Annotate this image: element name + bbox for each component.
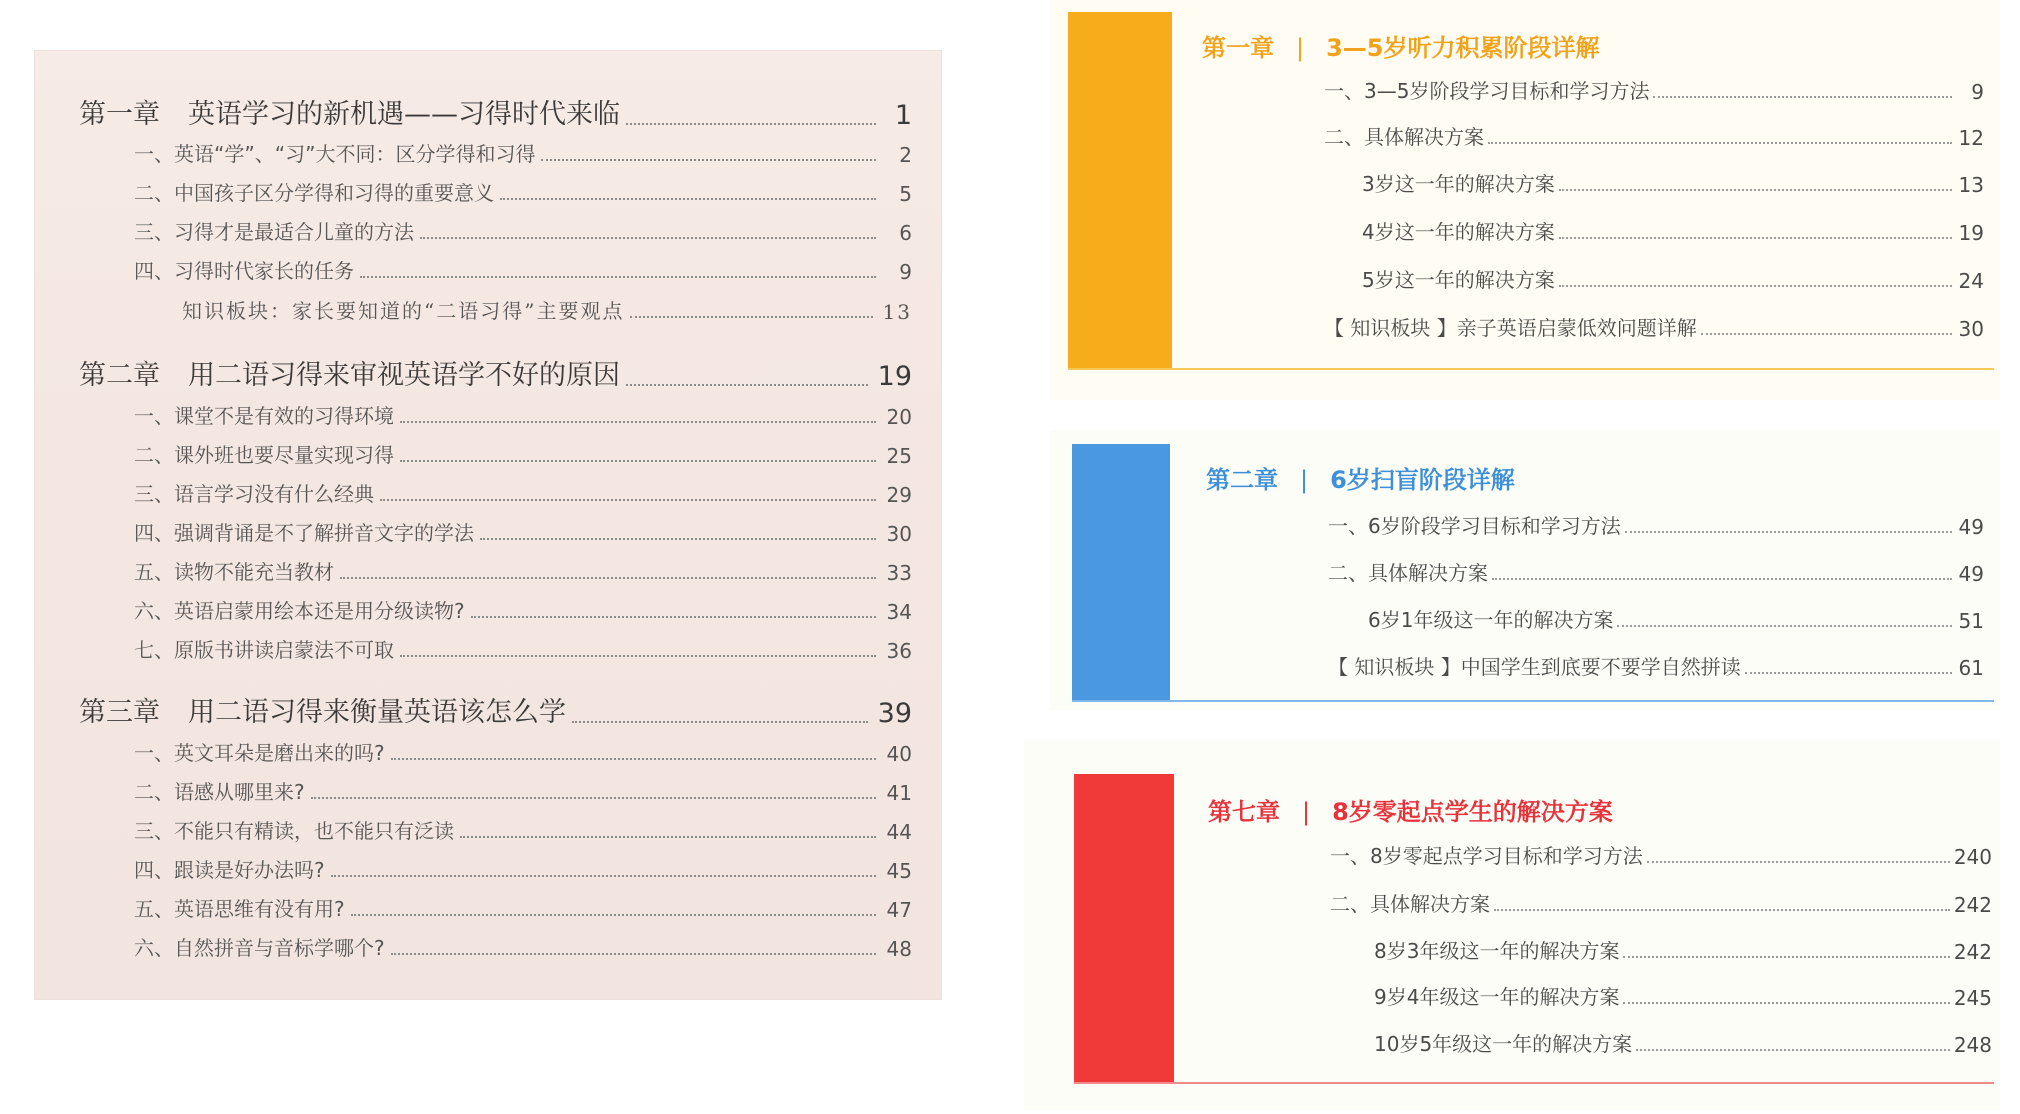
dot-leader: [626, 384, 868, 386]
page-number: 6: [899, 221, 912, 245]
dot-leader: [331, 875, 876, 877]
toc-knowledge-item[interactable]: 知识板块：家长要知道的“二语习得”主要观点 13: [182, 299, 912, 324]
toc-entry[interactable]: 4岁这一年的解决方案 19: [1362, 220, 1984, 245]
dot-leader: [1617, 625, 1952, 627]
toc-item[interactable]: 三、不能只有精读，也不能只有泛读 44: [134, 819, 912, 844]
color-band: [1074, 774, 1174, 1084]
chapter-number: 第一章: [1202, 34, 1274, 62]
dot-leader: [572, 721, 868, 723]
dot-leader: [500, 198, 876, 200]
dot-leader: [626, 123, 876, 125]
toc-item[interactable]: 四、强调背诵是不了解拼音文字的学法 30: [134, 521, 912, 546]
toc-item[interactable]: 二、中国孩子区分学得和习得的重要意义 5: [134, 181, 912, 206]
page-number: 13: [1958, 173, 1984, 197]
toc-entry[interactable]: 10岁5年级这一年的解决方案 248: [1374, 1032, 1992, 1057]
toc-item[interactable]: 二、语感从哪里来? 41: [134, 780, 912, 805]
page-number: 248: [1953, 1033, 1992, 1057]
page-number: 242: [1953, 893, 1992, 917]
color-band: [1072, 444, 1170, 702]
dot-leader: [400, 421, 876, 423]
page-number: 24: [1958, 269, 1984, 293]
dot-leader: [391, 953, 876, 955]
page-number: 36: [886, 639, 912, 663]
page-number: 9: [1971, 80, 1984, 104]
chapter-number: 第二章: [79, 360, 160, 391]
color-band: [1068, 12, 1172, 370]
toc-knowledge-entry[interactable]: 【 知识板块 】中国学生到底要不要学自然拼读 61: [1328, 655, 1984, 680]
page-number: 44: [886, 820, 912, 844]
separator: |: [1296, 34, 1305, 62]
dot-leader: [1494, 909, 1950, 911]
page-number: 9: [899, 260, 912, 284]
toc-item[interactable]: 一、英语“学”、“习”大不同：区分学得和习得 2: [134, 142, 912, 167]
page-number: 48: [886, 937, 912, 961]
page-number: 19: [877, 361, 912, 392]
dot-leader: [380, 499, 876, 501]
page-number: 29: [886, 483, 912, 507]
toc-item[interactable]: 四、跟读是好办法吗? 45: [134, 858, 912, 883]
dot-leader: [360, 276, 876, 278]
toc-chapter-1[interactable]: [79, 92, 912, 131]
divider-line: [1074, 1082, 1994, 1084]
chapter-title: 用二语习得来衡量英语该怎么学: [188, 697, 566, 728]
page-number: 1: [894, 100, 912, 131]
toc-item[interactable]: 一、英文耳朵是磨出来的吗? 40: [134, 741, 912, 766]
chapter-title: 英语学习的新机遇——习得时代来临: [188, 99, 620, 130]
dot-leader: [1636, 1049, 1950, 1051]
chapter-title: 用二语习得来审视英语学不好的原因: [188, 360, 620, 391]
chapter-number: 第二章: [1206, 466, 1278, 494]
dot-leader: [1623, 1002, 1949, 1004]
card-chapter-heading[interactable]: [1206, 460, 1515, 495]
toc-entry[interactable]: 一、3—5岁阶段学习目标和学习方法 9: [1324, 79, 1984, 104]
page-number: 49: [1958, 562, 1984, 586]
toc-entry[interactable]: 5岁这一年的解决方案 24: [1362, 268, 1984, 293]
dot-leader: [1623, 956, 1949, 958]
page-number: 19: [1958, 221, 1984, 245]
divider-line: [1072, 700, 1994, 702]
toc-entry[interactable]: 9岁4年级这一年的解决方案 245: [1374, 985, 1992, 1010]
page-number: 5: [899, 182, 912, 206]
separator: |: [1302, 798, 1311, 826]
card-chapter-heading[interactable]: [1208, 792, 1613, 827]
page-number: 61: [1958, 656, 1984, 680]
toc-entry[interactable]: 一、6岁阶段学习目标和学习方法 49: [1328, 514, 1984, 539]
page-number: 40: [886, 742, 912, 766]
page-number: 242: [1953, 940, 1992, 964]
toc-item[interactable]: 二、课外班也要尽量实现习得 25: [134, 443, 912, 468]
toc-item[interactable]: 四、习得时代家长的任务 9: [134, 259, 912, 284]
dot-leader: [420, 237, 876, 239]
chapter-number: 第三章: [79, 697, 160, 728]
toc-item[interactable]: 六、自然拼音与音标学哪个? 48: [134, 936, 912, 961]
page-number: 2: [899, 143, 912, 167]
dot-leader: [1647, 861, 1950, 863]
dot-leader: [1559, 189, 1952, 191]
dot-leader: [1745, 672, 1952, 674]
dot-leader: [1559, 285, 1952, 287]
chapter-title: 3—5岁听力积累阶段详解: [1326, 34, 1600, 62]
dot-leader: [471, 616, 876, 618]
toc-entry[interactable]: 二、具体解决方案 12: [1324, 125, 1984, 150]
toc-card-chapter-2: [1024, 430, 2000, 710]
dot-leader: [1492, 578, 1952, 580]
chapter-number: 第七章: [1208, 798, 1280, 826]
toc-card-chapter-1: [1024, 0, 2000, 400]
toc-entry[interactable]: 二、具体解决方案 49: [1328, 561, 1984, 586]
page-number: 45: [886, 859, 912, 883]
page-number: 25: [886, 444, 912, 468]
toc-entry[interactable]: 8岁3年级这一年的解决方案 242: [1374, 939, 1992, 964]
chapter-title: 8岁零起点学生的解决方案: [1332, 798, 1613, 826]
dot-leader: [311, 797, 876, 799]
dot-leader: [1653, 96, 1952, 98]
dot-leader: [400, 460, 876, 462]
dot-leader: [340, 577, 876, 579]
page-number: 20: [886, 405, 912, 429]
dot-leader: [460, 836, 876, 838]
page-number: 30: [1958, 317, 1984, 341]
page-number: 49: [1958, 515, 1984, 539]
toc-item[interactable]: 七、原版书讲读启蒙法不可取 36: [134, 638, 912, 663]
page-number: 51: [1958, 609, 1984, 633]
toc-item[interactable]: 五、英语思维有没有用? 47: [134, 897, 912, 922]
page-number: 240: [1953, 845, 1992, 869]
toc-item[interactable]: 三、语言学习没有什么经典 29: [134, 482, 912, 507]
dot-leader: [541, 159, 876, 161]
chapter-number: 第一章: [79, 99, 160, 130]
dot-leader: [400, 655, 876, 657]
dot-leader: [480, 538, 876, 540]
toc-chapter-3[interactable]: [79, 690, 912, 729]
toc-item[interactable]: 五、读物不能充当教材 33: [134, 560, 912, 585]
chapter-title: 6岁扫盲阶段详解: [1330, 466, 1515, 494]
toc-entry[interactable]: 6岁1年级这一年的解决方案 51: [1368, 608, 1984, 633]
dot-leader: [1625, 531, 1952, 533]
toc-item[interactable]: 一、课堂不是有效的习得环境 20: [134, 404, 912, 429]
page-number: 41: [886, 781, 912, 805]
toc-entry[interactable]: 一、8岁零起点学习目标和学习方法 240: [1330, 844, 1992, 869]
page-number: 47: [886, 898, 912, 922]
page-number: 34: [886, 600, 912, 624]
divider-line: [1068, 368, 1994, 370]
toc-chapter-2[interactable]: [79, 353, 912, 392]
toc-knowledge-entry[interactable]: 【 知识板块 】亲子英语启蒙低效问题详解 30: [1324, 316, 1984, 341]
dot-leader: [630, 316, 872, 318]
dot-leader: [1701, 333, 1952, 335]
page-number: 245: [1953, 986, 1992, 1010]
page-number: 13: [882, 300, 912, 324]
page-number: 33: [886, 561, 912, 585]
card-chapter-heading[interactable]: [1202, 28, 1600, 63]
dot-leader: [1488, 142, 1952, 144]
dot-leader: [391, 758, 876, 760]
toc-entry[interactable]: 3岁这一年的解决方案 13: [1362, 172, 1984, 197]
page-number: 12: [1958, 126, 1984, 150]
page-number: 39: [877, 698, 912, 729]
toc-card-chapter-7: [1024, 740, 2000, 1110]
toc-entry[interactable]: 二、具体解决方案 242: [1330, 892, 1992, 917]
left-toc-page: [34, 50, 942, 1000]
dot-leader: [351, 914, 876, 916]
toc-item[interactable]: 三、习得才是最适合儿童的方法 6: [134, 220, 912, 245]
toc-item[interactable]: 六、英语启蒙用绘本还是用分级读物? 34: [134, 599, 912, 624]
separator: |: [1300, 466, 1309, 494]
page-number: 30: [886, 522, 912, 546]
dot-leader: [1559, 237, 1952, 239]
